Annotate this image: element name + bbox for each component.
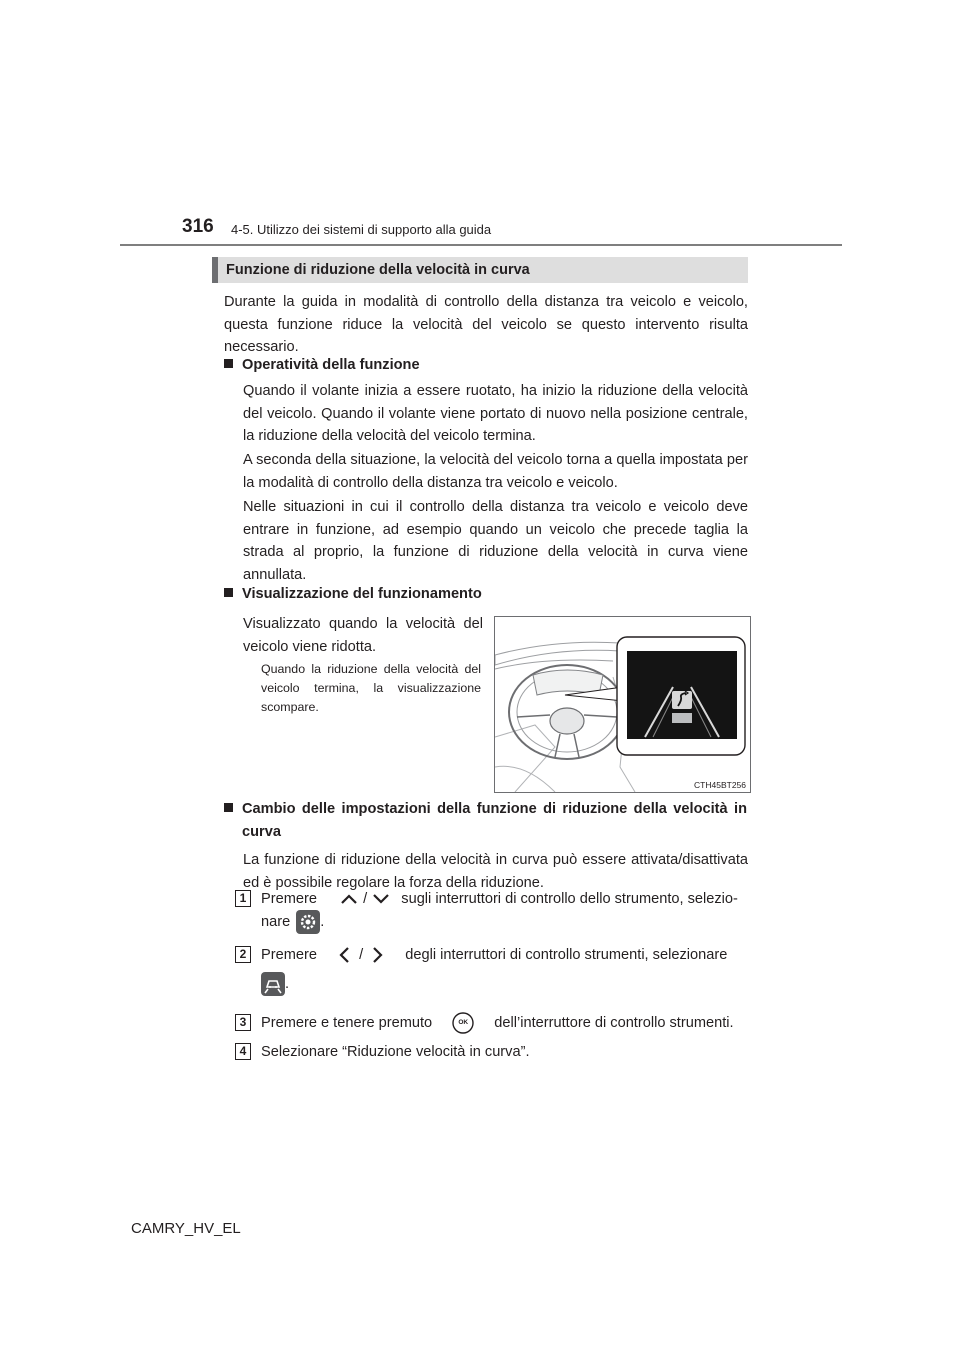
ok-button-label: OK: [458, 1019, 469, 1027]
step-1-end: .: [320, 913, 325, 930]
step-1-press: Premere: [261, 891, 317, 907]
operation-paragraph-3: Nelle situazioni in cui il controllo della distanza tra veicolo e veicolo deve entrare in funzione, ad esempio quando un veicolo che precede taglia la strada al proprio, la funzione di riduzione della velocità in curva viene annullata.: [243, 499, 748, 583]
ok-button-icon: [452, 1012, 474, 1034]
display-subheading: [224, 586, 482, 602]
page-number: 316: [182, 216, 214, 237]
display-note: Quando la riduzione della velocità del veicolo termina, la visualizzazione scompare.: [261, 662, 481, 714]
step-number-3: 3: [235, 1014, 251, 1031]
step-3-line: [261, 1012, 748, 1034]
bullet-square-icon: [224, 803, 233, 812]
settings-subheading: [224, 798, 748, 843]
header-rule: [120, 244, 842, 246]
step-2-line-2: [261, 972, 289, 996]
step-3-press: Premere e tenere premuto: [261, 1015, 433, 1031]
step-1-slash: /: [363, 891, 368, 907]
settings-intro: La funzione di riduzione della velocità in curva può essere attivata/disattivata ed è possibile regolare la forza della riduzione.: [243, 852, 748, 891]
step-1-text: sugli interruttori di controllo dello strumento, selezio-: [401, 891, 738, 907]
heading-text: Funzione di riduzione della velocità in curva: [226, 262, 530, 278]
step-number-4: 4: [235, 1043, 251, 1060]
settings-title: Cambio delle impostazioni della funzione di riduzione della velocità in curva: [242, 801, 747, 840]
step-3-text: dell’interruttore di controllo strumenti.: [494, 1015, 734, 1031]
step-2-line-1: [261, 944, 748, 966]
figure-code: CTH45BT256: [694, 780, 746, 790]
cockpit-drawing: [495, 617, 750, 792]
chevron-down-icon: [371, 892, 391, 906]
step-2-end: .: [285, 975, 290, 992]
step-1-select: nare: [261, 913, 291, 930]
display-paragraph: Visualizzato quando la velocità del veicolo viene ridotta.: [243, 616, 483, 655]
operation-paragraph-2: A seconda della situazione, la velocità del veicolo torna a quella impostata per la modalità di controllo della distanza tra veicolo e veicolo.: [243, 452, 748, 491]
gear-icon: [296, 910, 320, 934]
section-title: 4-5. Utilizzo dei sistemi di supporto alla guida: [231, 222, 492, 237]
step-2-slash: /: [359, 947, 364, 963]
chevron-left-icon: [337, 945, 351, 965]
step-number-2: 2: [235, 946, 251, 963]
driving-assist-settings-icon: [261, 972, 285, 996]
chevron-up-icon: [339, 892, 359, 906]
dashboard-illustration: [494, 616, 751, 793]
step-2-press: Premere: [261, 947, 317, 963]
display-title: Visualizzazione del funzionamento: [242, 586, 482, 602]
step-1-line-2: [261, 910, 324, 934]
bullet-square-icon: [224, 588, 233, 597]
document-code: CAMRY_HV_EL: [131, 1220, 241, 1237]
step-number-1: 1: [235, 890, 251, 907]
section-heading: [212, 257, 748, 283]
intro-paragraph: Durante la guida in modalità di controllo della distanza tra veicolo e veicolo, questa funzione riduce la velocità del veicolo se questo intervento risulta necessario.: [224, 294, 748, 355]
operation-subheading: [224, 357, 420, 373]
step-4-text: Selezionare “Riduzione velocità in curva”.: [261, 1044, 530, 1060]
operation-title: Operatività della funzione: [242, 357, 420, 373]
step-2-text: degli interruttori di controllo strumenti, selezionare: [405, 947, 728, 963]
heading-marker: [212, 257, 218, 283]
operation-paragraph-1: Quando il volante inizia a essere ruotato, ha inizio la riduzione della velocità del veicolo. Quando il volante viene portato di nuovo nella posizione centrale, la riduzione della velocità del veicolo termina.: [243, 383, 748, 444]
bullet-square-icon: [224, 359, 233, 368]
step-1-line-1: [261, 888, 748, 910]
chevron-right-icon: [371, 945, 385, 965]
